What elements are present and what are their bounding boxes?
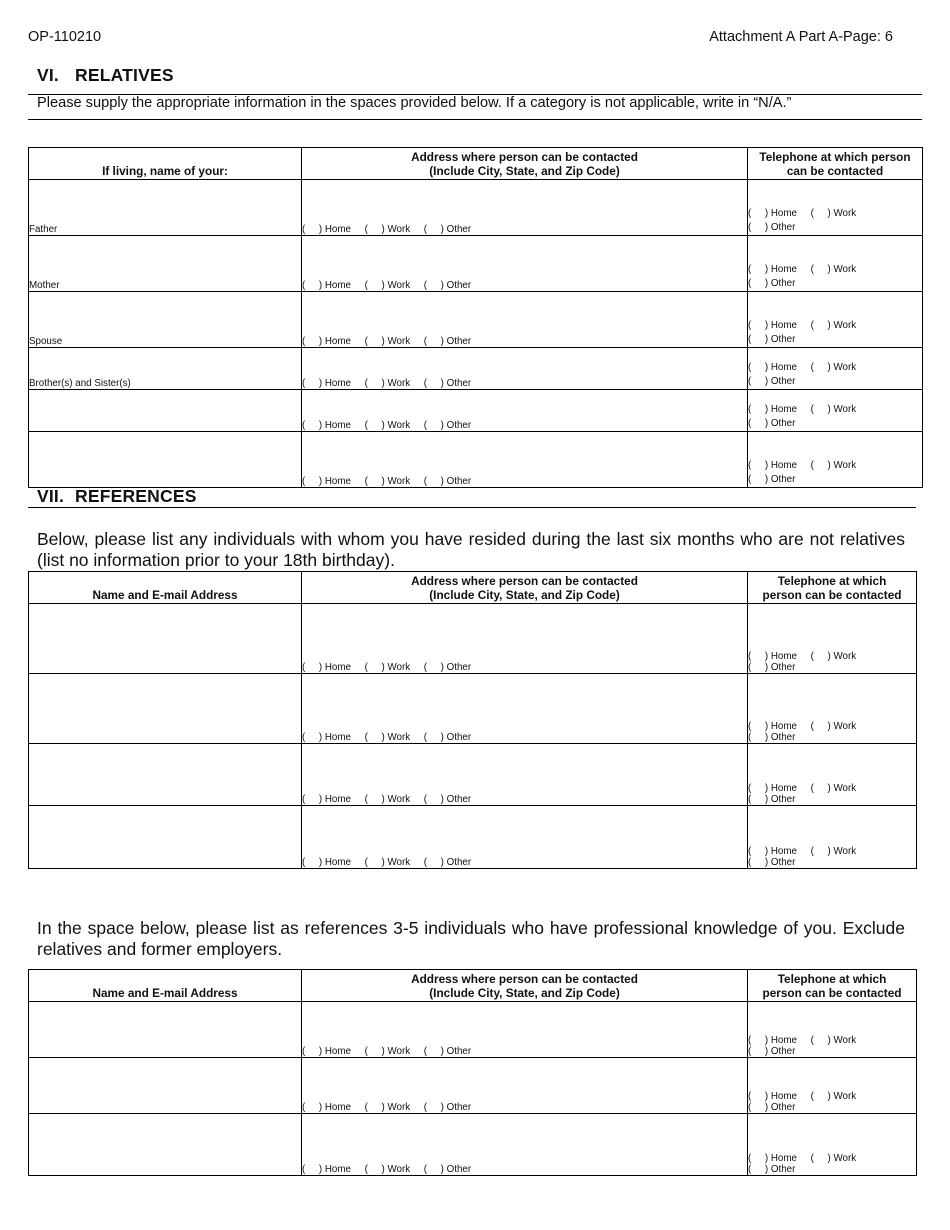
resided-telephone-field[interactable]: [748, 674, 917, 744]
resided-col-telephone: [748, 572, 917, 604]
telephone-home-work: ( ) Home ( ) Work: [748, 651, 857, 662]
relative-telephone-field[interactable]: [748, 348, 923, 390]
resided-telephone-field[interactable]: [748, 744, 917, 806]
relative-telephone-field[interactable]: [748, 432, 923, 488]
professional-name-field[interactable]: [29, 1058, 302, 1114]
telephone-other: ( ) Other: [748, 334, 796, 345]
relative-telephone-field[interactable]: [748, 236, 923, 292]
telephone-other: ( ) Other: [748, 662, 796, 673]
professional-name-field[interactable]: [29, 1002, 302, 1058]
relative-telephone-field[interactable]: [748, 390, 923, 432]
relative-name-field[interactable]: Mother: [29, 236, 302, 292]
professional-instructions: In the space below, please list as references 3-5 individuals who have professional knowledge of you. Exclude relatives and former employers.: [37, 918, 905, 959]
resided-address-field[interactable]: ( ) Home ( ) Work ( ) Other: [302, 604, 748, 674]
telephone-other: ( ) Other: [748, 1102, 796, 1113]
resided-address-field[interactable]: ( ) Home ( ) Work ( ) Other: [302, 806, 748, 869]
telephone-other: ( ) Other: [748, 1046, 796, 1057]
telephone-home-work: ( ) Home ( ) Work: [748, 1035, 857, 1046]
professional-table: [28, 969, 917, 1176]
professional-col-tel-line2: person can be contacted: [762, 986, 902, 1000]
relatives-col-tel-line2: can be contacted: [786, 164, 884, 178]
relative-row-blank: [29, 432, 923, 488]
professional-header-row: [29, 970, 917, 1002]
resided-instructions: Below, please list any individuals with whom you have resided during the last six months who are not relatives (list no information prior to your 18th birthday).: [37, 529, 905, 570]
relative-telephone-field[interactable]: [748, 292, 923, 348]
professional-col-name-label: Name and E-mail Address: [92, 986, 238, 1000]
relatives-rule-bottom: [28, 119, 922, 120]
telephone-home-work: ( ) Home ( ) Work: [748, 1091, 857, 1102]
resided-address-field[interactable]: ( ) Home ( ) Work ( ) Other: [302, 744, 748, 806]
relative-row-father: [29, 180, 923, 236]
relatives-col-address: [302, 148, 748, 180]
relative-address-field[interactable]: ( ) Home ( ) Work ( ) Other: [302, 236, 748, 292]
telephone-home-work: ( ) Home ( ) Work: [748, 208, 857, 219]
professional-telephone-field[interactable]: [748, 1058, 917, 1114]
resided-address-field[interactable]: ( ) Home ( ) Work ( ) Other: [302, 674, 748, 744]
professional-address-field[interactable]: ( ) Home ( ) Work ( ) Other: [302, 1058, 748, 1114]
telephone-home-work: ( ) Home ( ) Work: [748, 721, 857, 732]
resided-name-field[interactable]: [29, 674, 302, 744]
references-rule: [28, 507, 916, 508]
relative-address-field[interactable]: ( ) Home ( ) Work ( ) Other: [302, 390, 748, 432]
professional-address-field[interactable]: ( ) Home ( ) Work ( ) Other: [302, 1002, 748, 1058]
telephone-home-work: ( ) Home ( ) Work: [748, 264, 857, 275]
relative-row-mother: [29, 236, 923, 292]
resided-col-name-label: Name and E-mail Address: [92, 588, 238, 602]
resided-row: [29, 604, 917, 674]
relatives-header-row: [29, 148, 923, 180]
telephone-other: ( ) Other: [748, 474, 796, 485]
professional-col-telephone: [748, 970, 917, 1002]
telephone-other: ( ) Other: [748, 418, 796, 429]
relative-name-field[interactable]: [29, 390, 302, 432]
professional-col-name: [29, 970, 302, 1002]
relatives-col-tel-line1: Telephone at which person: [759, 150, 911, 164]
telephone-other: ( ) Other: [748, 794, 796, 805]
relatives-col-name: [29, 148, 302, 180]
relative-telephone-field[interactable]: [748, 180, 923, 236]
relative-address-field[interactable]: ( ) Home ( ) Work ( ) Other: [302, 348, 748, 390]
relative-name-field[interactable]: Brother(s) and Sister(s): [29, 348, 302, 390]
relatives-col-name-label: If living, name of your:: [102, 164, 228, 178]
telephone-other: ( ) Other: [748, 732, 796, 743]
professional-col-address: [302, 970, 748, 1002]
resided-row: [29, 806, 917, 869]
professional-col-address-line1: Address where person can be contacted: [411, 972, 638, 986]
resided-name-field[interactable]: [29, 604, 302, 674]
resided-table: [28, 571, 917, 869]
telephone-other: ( ) Other: [748, 857, 796, 868]
page-reference: Attachment A Part A-Page: 6: [709, 29, 893, 45]
references-section-number: VII.: [37, 486, 65, 506]
relatives-col-address-line2: (Include City, State, and Zip Code): [429, 164, 620, 178]
professional-telephone-field[interactable]: [748, 1114, 917, 1176]
professional-address-field[interactable]: ( ) Home ( ) Work ( ) Other: [302, 1114, 748, 1176]
relative-address-field[interactable]: ( ) Home ( ) Work ( ) Other: [302, 432, 748, 488]
resided-row: [29, 744, 917, 806]
telephone-home-work: ( ) Home ( ) Work: [748, 404, 857, 415]
relative-address-field[interactable]: ( ) Home ( ) Work ( ) Other: [302, 292, 748, 348]
professional-telephone-field[interactable]: [748, 1002, 917, 1058]
professional-row: [29, 1114, 917, 1176]
telephone-other: ( ) Other: [748, 222, 796, 233]
relatives-col-telephone: [748, 148, 923, 180]
professional-col-tel-line1: Telephone at which: [777, 972, 887, 986]
resided-col-address-line2: (Include City, State, and Zip Code): [429, 588, 620, 602]
professional-row: [29, 1002, 917, 1058]
resided-col-address-line1: Address where person can be contacted: [411, 574, 638, 588]
relatives-table: [28, 147, 923, 488]
resided-col-address: [302, 572, 748, 604]
telephone-home-work: ( ) Home ( ) Work: [748, 783, 857, 794]
references-section-title: REFERENCES: [75, 486, 197, 506]
relative-address-field[interactable]: ( ) Home ( ) Work ( ) Other: [302, 180, 748, 236]
resided-col-name: [29, 572, 302, 604]
relative-name-field[interactable]: Spouse: [29, 292, 302, 348]
telephone-other: ( ) Other: [748, 278, 796, 289]
professional-row: [29, 1058, 917, 1114]
professional-name-field[interactable]: [29, 1114, 302, 1176]
resided-name-field[interactable]: [29, 806, 302, 869]
form-id: OP-110210: [28, 29, 102, 45]
relative-row-blank: [29, 390, 923, 432]
resided-header-row: [29, 572, 917, 604]
relatives-heading: [37, 65, 174, 86]
telephone-home-work: ( ) Home ( ) Work: [748, 320, 857, 331]
telephone-home-work: ( ) Home ( ) Work: [748, 846, 857, 857]
relatives-section-number: VI.: [37, 65, 59, 85]
relative-name-field[interactable]: [29, 432, 302, 488]
professional-col-address-line2: (Include City, State, and Zip Code): [429, 986, 620, 1000]
telephone-other: ( ) Other: [748, 1164, 796, 1175]
relative-row-siblings: [29, 348, 923, 390]
resided-row: [29, 674, 917, 744]
resided-telephone-field[interactable]: [748, 806, 917, 869]
references-heading: [37, 486, 197, 507]
telephone-other: ( ) Other: [748, 376, 796, 387]
resided-telephone-field[interactable]: [748, 604, 917, 674]
telephone-home-work: ( ) Home ( ) Work: [748, 460, 857, 471]
relative-row-spouse: [29, 292, 923, 348]
resided-name-field[interactable]: [29, 744, 302, 806]
relatives-section-title: RELATIVES: [75, 65, 174, 85]
telephone-home-work: ( ) Home ( ) Work: [748, 1153, 857, 1164]
relatives-col-address-line1: Address where person can be contacted: [411, 150, 638, 164]
relatives-instructions: Please supply the appropriate information in the spaces provided below. If a category is not applicable, write in “N/A.”: [37, 95, 792, 111]
resided-col-tel-line2: person can be contacted: [762, 588, 902, 602]
resided-col-tel-line1: Telephone at which: [777, 574, 887, 588]
telephone-home-work: ( ) Home ( ) Work: [748, 362, 857, 373]
relative-name-field[interactable]: Father: [29, 180, 302, 236]
